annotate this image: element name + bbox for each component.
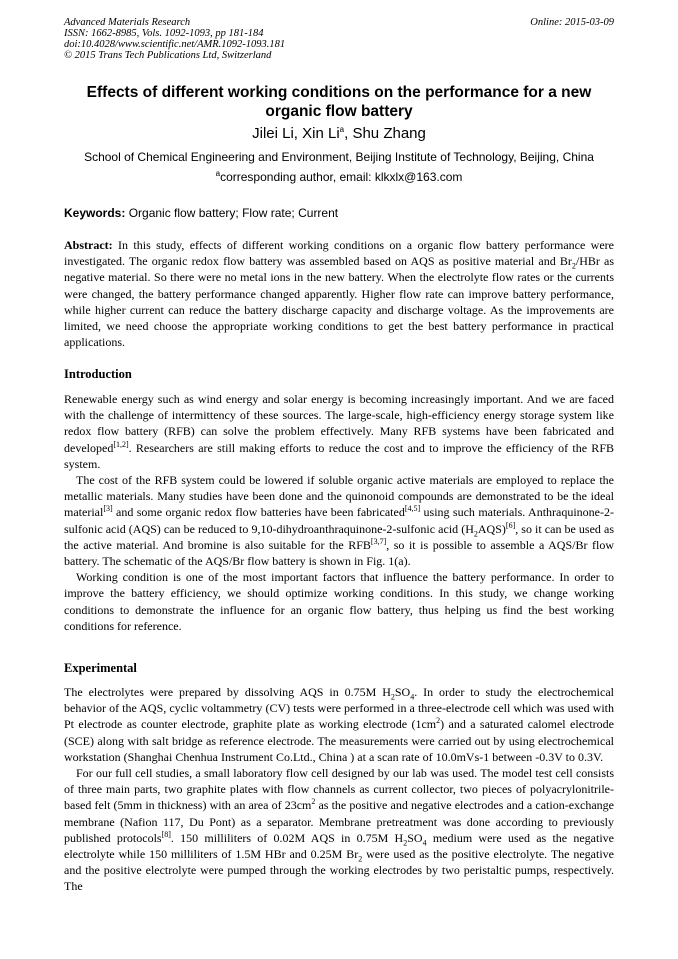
introduction-heading: Introduction <box>64 367 132 381</box>
abstract-text: In this study, effects of different working conditions on a organic flow battery performance were investigated. The organic redox flow battery was assembled based on AQS as positive material and Br <box>64 238 614 269</box>
text: SO <box>407 830 423 845</box>
subscript: 2 <box>403 838 408 848</box>
text: ) and a saturated calomel electrode (SCE) along with salt bridge as reference electrode. The measurements were carried out by using electrochemical workstation (Shanghai Chenhua Instrument Co.Ltd., China ) at a scan rate of 10.0mVs-1 between -0.3V to 0.3V. <box>64 717 614 764</box>
subscript: 2 <box>571 261 576 271</box>
keywords-label: Keywords: <box>64 206 126 220</box>
email-text: corresponding author, email: klkxlx@163.com <box>220 170 463 184</box>
paragraph <box>64 684 614 765</box>
experimental-body <box>64 684 614 895</box>
text: SO <box>394 685 411 699</box>
authors <box>64 125 614 142</box>
subscript: 2 <box>473 529 478 539</box>
abstract <box>64 237 614 350</box>
text: AQS) <box>477 521 506 536</box>
text: Renewable energy such as wind energy and solar energy is becoming increasingly important. And we are faced with the challenge of intermittency of these sources. The large-scale, high-efficiency energy storage system like redox flow battery (RFB) can solve the problem effectively. Many RFB systems have been fabricated and developed <box>64 392 614 455</box>
superscript: 2 <box>311 797 316 807</box>
online-date: Online: 2015-03-09 <box>530 17 614 28</box>
paragraph: Working condition is one of the most important factors that influence the battery performance. In order to improve the battery efficiency, we should optimize working conditions. In this study, we change working conditions to demonstrate the influence for an organic flow battery, thus helping us find the best working conditions for reference. <box>64 570 614 633</box>
citation: [6] <box>505 520 516 530</box>
copyright: © 2015 Trans Tech Publications Ltd, Switzerland <box>64 50 272 61</box>
text: . In order to study the electrochemical behavior of the AQS, cyclic voltammetry (CV) tests were performed in a three-electrode cell which was used with Pt electrode as counter electrode, graphite plate as working electrode (1cm <box>64 685 614 732</box>
text: and some organic redox flow batteries have been fabricated <box>112 505 405 520</box>
text: were used as the positive electrolyte. The negative and the positive electrolyte were pumped through the working electrodes by two peristaltic pumps, respectively. The <box>64 847 615 894</box>
author-names-rest: , Shu Zhang <box>344 125 426 142</box>
author-mark: a <box>339 125 345 134</box>
paragraph <box>64 765 614 895</box>
abstract-text: /HBr as negative material. So there were no metal ions in the new battery. When the electrolyte flow rates or the currents were changed, the battery performance changed apparently. Higher flow rate can improve battery performance, while higher current can reduce the battery discharge capacity and discharge voltage. As the improvements are limited, we need choose the appropriate working conditions to get the best battery performance in practical applications. <box>64 254 614 350</box>
text: . Researchers are still making efforts to reduce the cost and to improve the efficiency of the RFB system. <box>64 440 614 471</box>
introduction-body <box>64 391 614 634</box>
corresponding-email <box>64 170 614 184</box>
text: The electrolytes were prepared by dissolving AQS in 0.75M H <box>64 685 391 699</box>
subscript: 4 <box>422 838 427 848</box>
keywords-text: Organic flow battery; Flow rate; Current <box>128 206 339 220</box>
paper-title: Effects of different working conditions on the performance for a new organic flow battery <box>86 84 592 120</box>
superscript: 2 <box>436 716 441 726</box>
paragraph <box>64 391 614 472</box>
text: using such materials. Anthraquinone-2-sulfonic acid (AQS) can be reduced to 9,10-dihydroanthraquinone-2-sulfonic acid (H <box>64 505 614 536</box>
citation: [4,5] <box>404 504 421 514</box>
citation: [3,7] <box>370 536 387 546</box>
author-names: Jilei Li, Xin Li <box>252 125 340 142</box>
doi: doi:10.4028/www.scientific.net/AMR.1092-1093.181 <box>64 39 286 50</box>
citation: [8] <box>161 829 171 839</box>
citation: [3] <box>103 504 113 514</box>
text: as the positive and negative electrodes and a cation-exchange membrane (Nafion 117, Du Pont) as a separator. Membrane pretreatment was done according to previously published protocols <box>64 798 614 845</box>
issn: ISSN: 1662-8985, Vols. 1092-1093, pp 181-184 <box>64 28 264 39</box>
text: , so it is possible to assemble a AQS/Br flow battery. The schematic of the AQS/Br flow battery is shown in Fig. 1(a). <box>64 537 614 569</box>
abstract-label: Abstract: <box>64 238 113 252</box>
keywords <box>64 206 614 220</box>
journal-header <box>64 17 285 61</box>
experimental-heading: Experimental <box>64 661 137 675</box>
text: The cost of the RFB system could be lowered if soluble organic active materials are employed to replace the metallic materials. Many studies have been done and the quinonoid compounds are demonstrated to be the ideal material <box>64 473 614 520</box>
subscript: 2 <box>390 692 395 702</box>
text: medium were used as the negative electrolyte while 150 milliliters of 1.5M HBr and 0.25M Br <box>64 830 615 862</box>
text: , so it can be used as the active material. And bromine is also suitable for the RFB <box>64 521 614 552</box>
paragraph <box>64 472 614 569</box>
text: For our full cell studies, a small laboratory flow cell designed by our lab was used. The model test cell consists of three main parts, two graphite plates with flow channels as current collector, two pieces of polyacrylonitrile-based felt (5mm in thickness) with an area of 23cm <box>64 766 614 813</box>
subscript: 4 <box>410 692 415 702</box>
citation: [1,2] <box>113 439 129 449</box>
email-mark: a <box>215 169 221 178</box>
affiliation: School of Chemical Engineering and Environment, Beijing Institute of Technology, Beijing, China <box>84 150 594 164</box>
journal-name: Advanced Materials Research <box>64 17 191 28</box>
text: . 150 milliliters of 0.02M AQS in 0.75M H <box>170 830 404 845</box>
subscript: 2 <box>358 854 363 864</box>
